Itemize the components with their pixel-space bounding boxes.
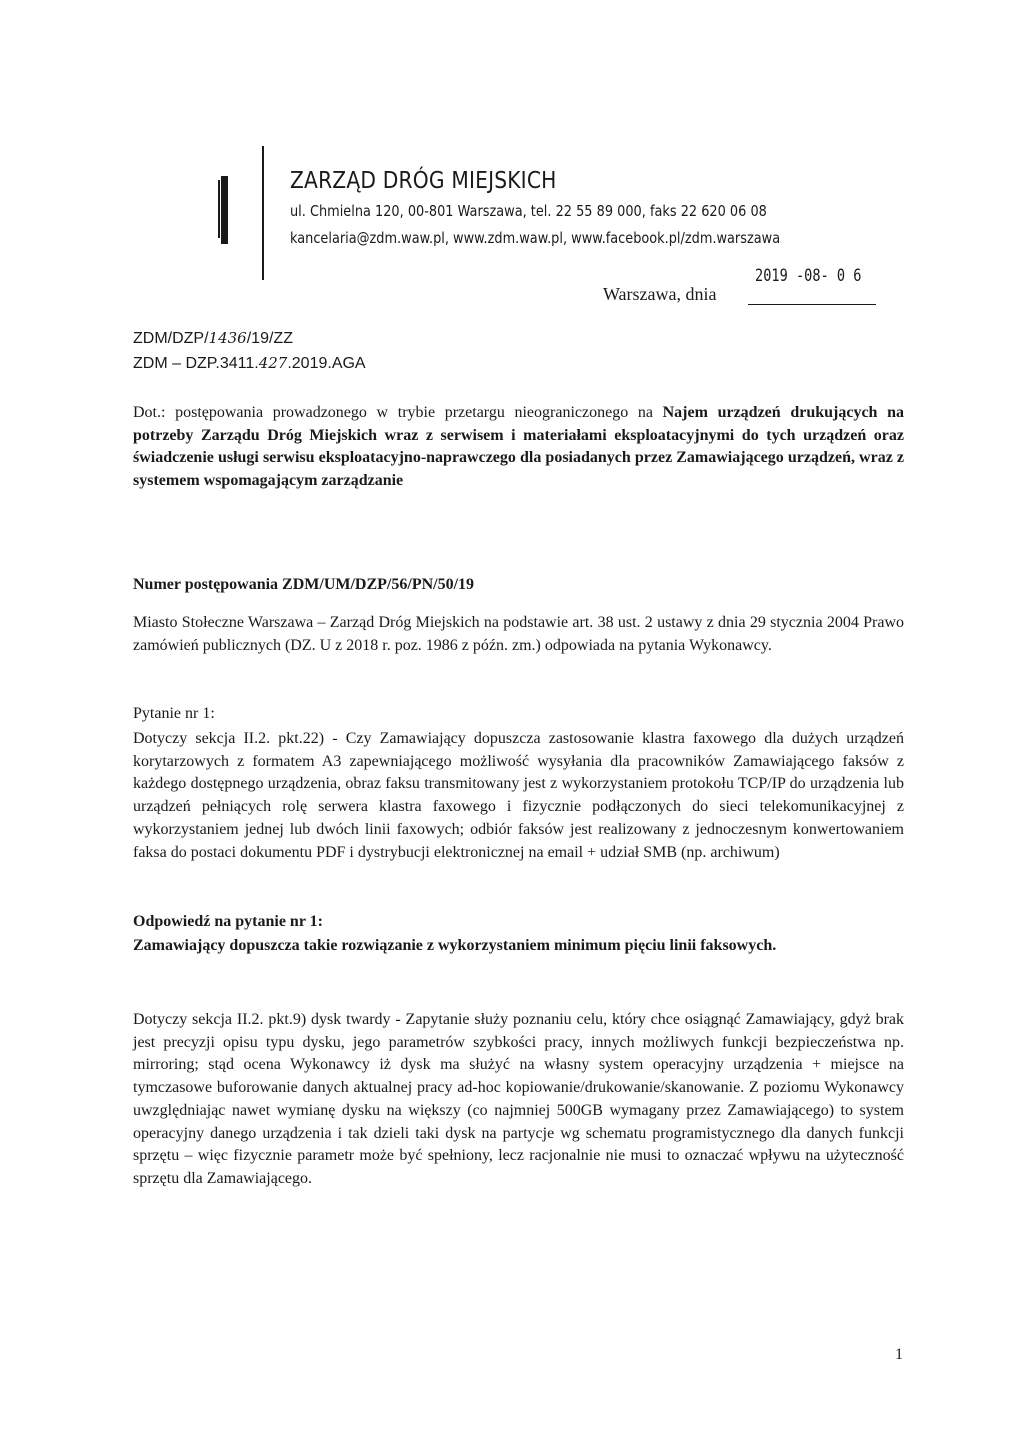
subject-title: Najem urządzeń drukujących na potrzeby Zarządu Dróg Miejskich wraz z serwisem i materiałami eksploatacyjnymi do tych urządzeń oraz świadczenie usługi serwisu eksploatacyjno-naprawczego dla posiadanych przez Zamawiającego urządzeń, wraz z systemem wspomagającym zarządzanie [133, 404, 905, 490]
question-1-text: Dotyczy sekcja II.2. pkt.22) - Czy Zamawiający dopuszcza zastosowanie klastra faxowego dla dużych urządzeń korytarzowych z formatem A3 zapewniającego możliwość wysyłania dla pracowników Zamawiającego faksów z każdego dostępnego urządzenia, obraz faksu transmitowany jest z wykorzystaniem protokołu TCP/IP do urządzenia lub urządzeń pełniących rolę serwera klastra faxowego i fizycznie podłączonych do sieci telekomunikacyjnej z wykorzystaniem jednej lub dwóch linii faxowych; odbiór faksów jest realizowany z jednoczesnym konwertowaniem faksa do postaci dokumentu PDF i dystrybucji elektronicznej na email + udział SMB (np. archiwum) [133, 730, 904, 861]
contact-line: kancelaria@zdm.waw.pl, www.zdm.waw.pl, www.facebook.pl/zdm.warszawa [290, 229, 781, 247]
date-label: Warszawa, dnia [603, 284, 717, 304]
date-stamp: 2019 -08- 0 6 [755, 266, 862, 286]
ref1-handwritten: 1436 [208, 329, 247, 347]
reference-number-1 [133, 329, 293, 348]
answer-1-title: Odpowiedź na pytanie nr 1: [133, 913, 323, 930]
header-divider-line [262, 146, 264, 280]
ref1-prefix: ZDM/DZP/ [133, 330, 209, 347]
ref2-handwritten: 427 [258, 354, 288, 372]
subject-paragraph [133, 402, 904, 493]
page-number: 1 [895, 1346, 903, 1363]
reference-number-2 [133, 354, 366, 373]
procedure-number: Numer postępowania ZDM/UM/DZP/56/PN/50/19 [133, 576, 475, 593]
logo-bar-thin [218, 180, 220, 238]
answer-1-text: Zamawiający dopuszcza takie rozwiązanie z wykorzystaniem minimum pięciu linii faksowych. [133, 937, 777, 954]
subject-intro: Dot.: postępowania prowadzonego w trybie przetargu nieograniczonego na [133, 404, 653, 421]
ref2-prefix: ZDM – DZP.3411. [133, 355, 259, 372]
question-1-title: Pytanie nr 1: [133, 705, 215, 722]
ref2-suffix: .2019.AGA [287, 355, 366, 372]
intro-paragraph: Miasto Stołeczne Warszawa – Zarząd Dróg Miejskich na podstawie art. 38 ust. 2 ustawy z dnia 29 stycznia 2004 Prawo zamówień publicznych (DZ. U z 2018 r. poz. 1986 z późn. zm.) odpowiada na pytania Wykonawcy. [133, 614, 904, 654]
logo-bar [221, 176, 228, 244]
address-line: ul. Chmielna 120, 00-801 Warszawa, tel. 22 55 89 000, faks 22 620 06 08 [290, 202, 767, 220]
org-name: ZARZĄD DRÓG MIEJSKICH [290, 168, 557, 194]
question-2-text: Dotyczy sekcja II.2. pkt.9) dysk twardy - Zapytanie służy poznaniu celu, który chce osiągnąć Zamawiający, gdyż brak jest precyzji opisu typu dysku, jego parametrów szybkości pracy, innych możliwych funkcji bezpieczeństwa np. mirroring; stąd ocena Wykonawcy iż dysk ma służyć na własny system operacyjny urządzenia + miejsce na tymczasowe buforowanie danych aktualnej pracy ad-hoc kopiowanie/drukowanie/skanowanie. Z poziomu Wykonawcy uwzględniając nawet wymianę dysku na większy (co najmniej 500GB wymagany przez Zamawiającego) to system operacyjny danego urządzenia i tak dzieli taki dysk na partycje wg schematu programistycznego dla danych funkcji sprzętu – więc fizycznie parametr może być spełniony, lecz racjonalnie nie musi to oznaczać wpływu na użyteczność sprzętu dla Zamawiającego. [133, 1011, 904, 1187]
ref1-suffix: /19/ZZ [246, 330, 293, 347]
date-underline [748, 304, 876, 305]
